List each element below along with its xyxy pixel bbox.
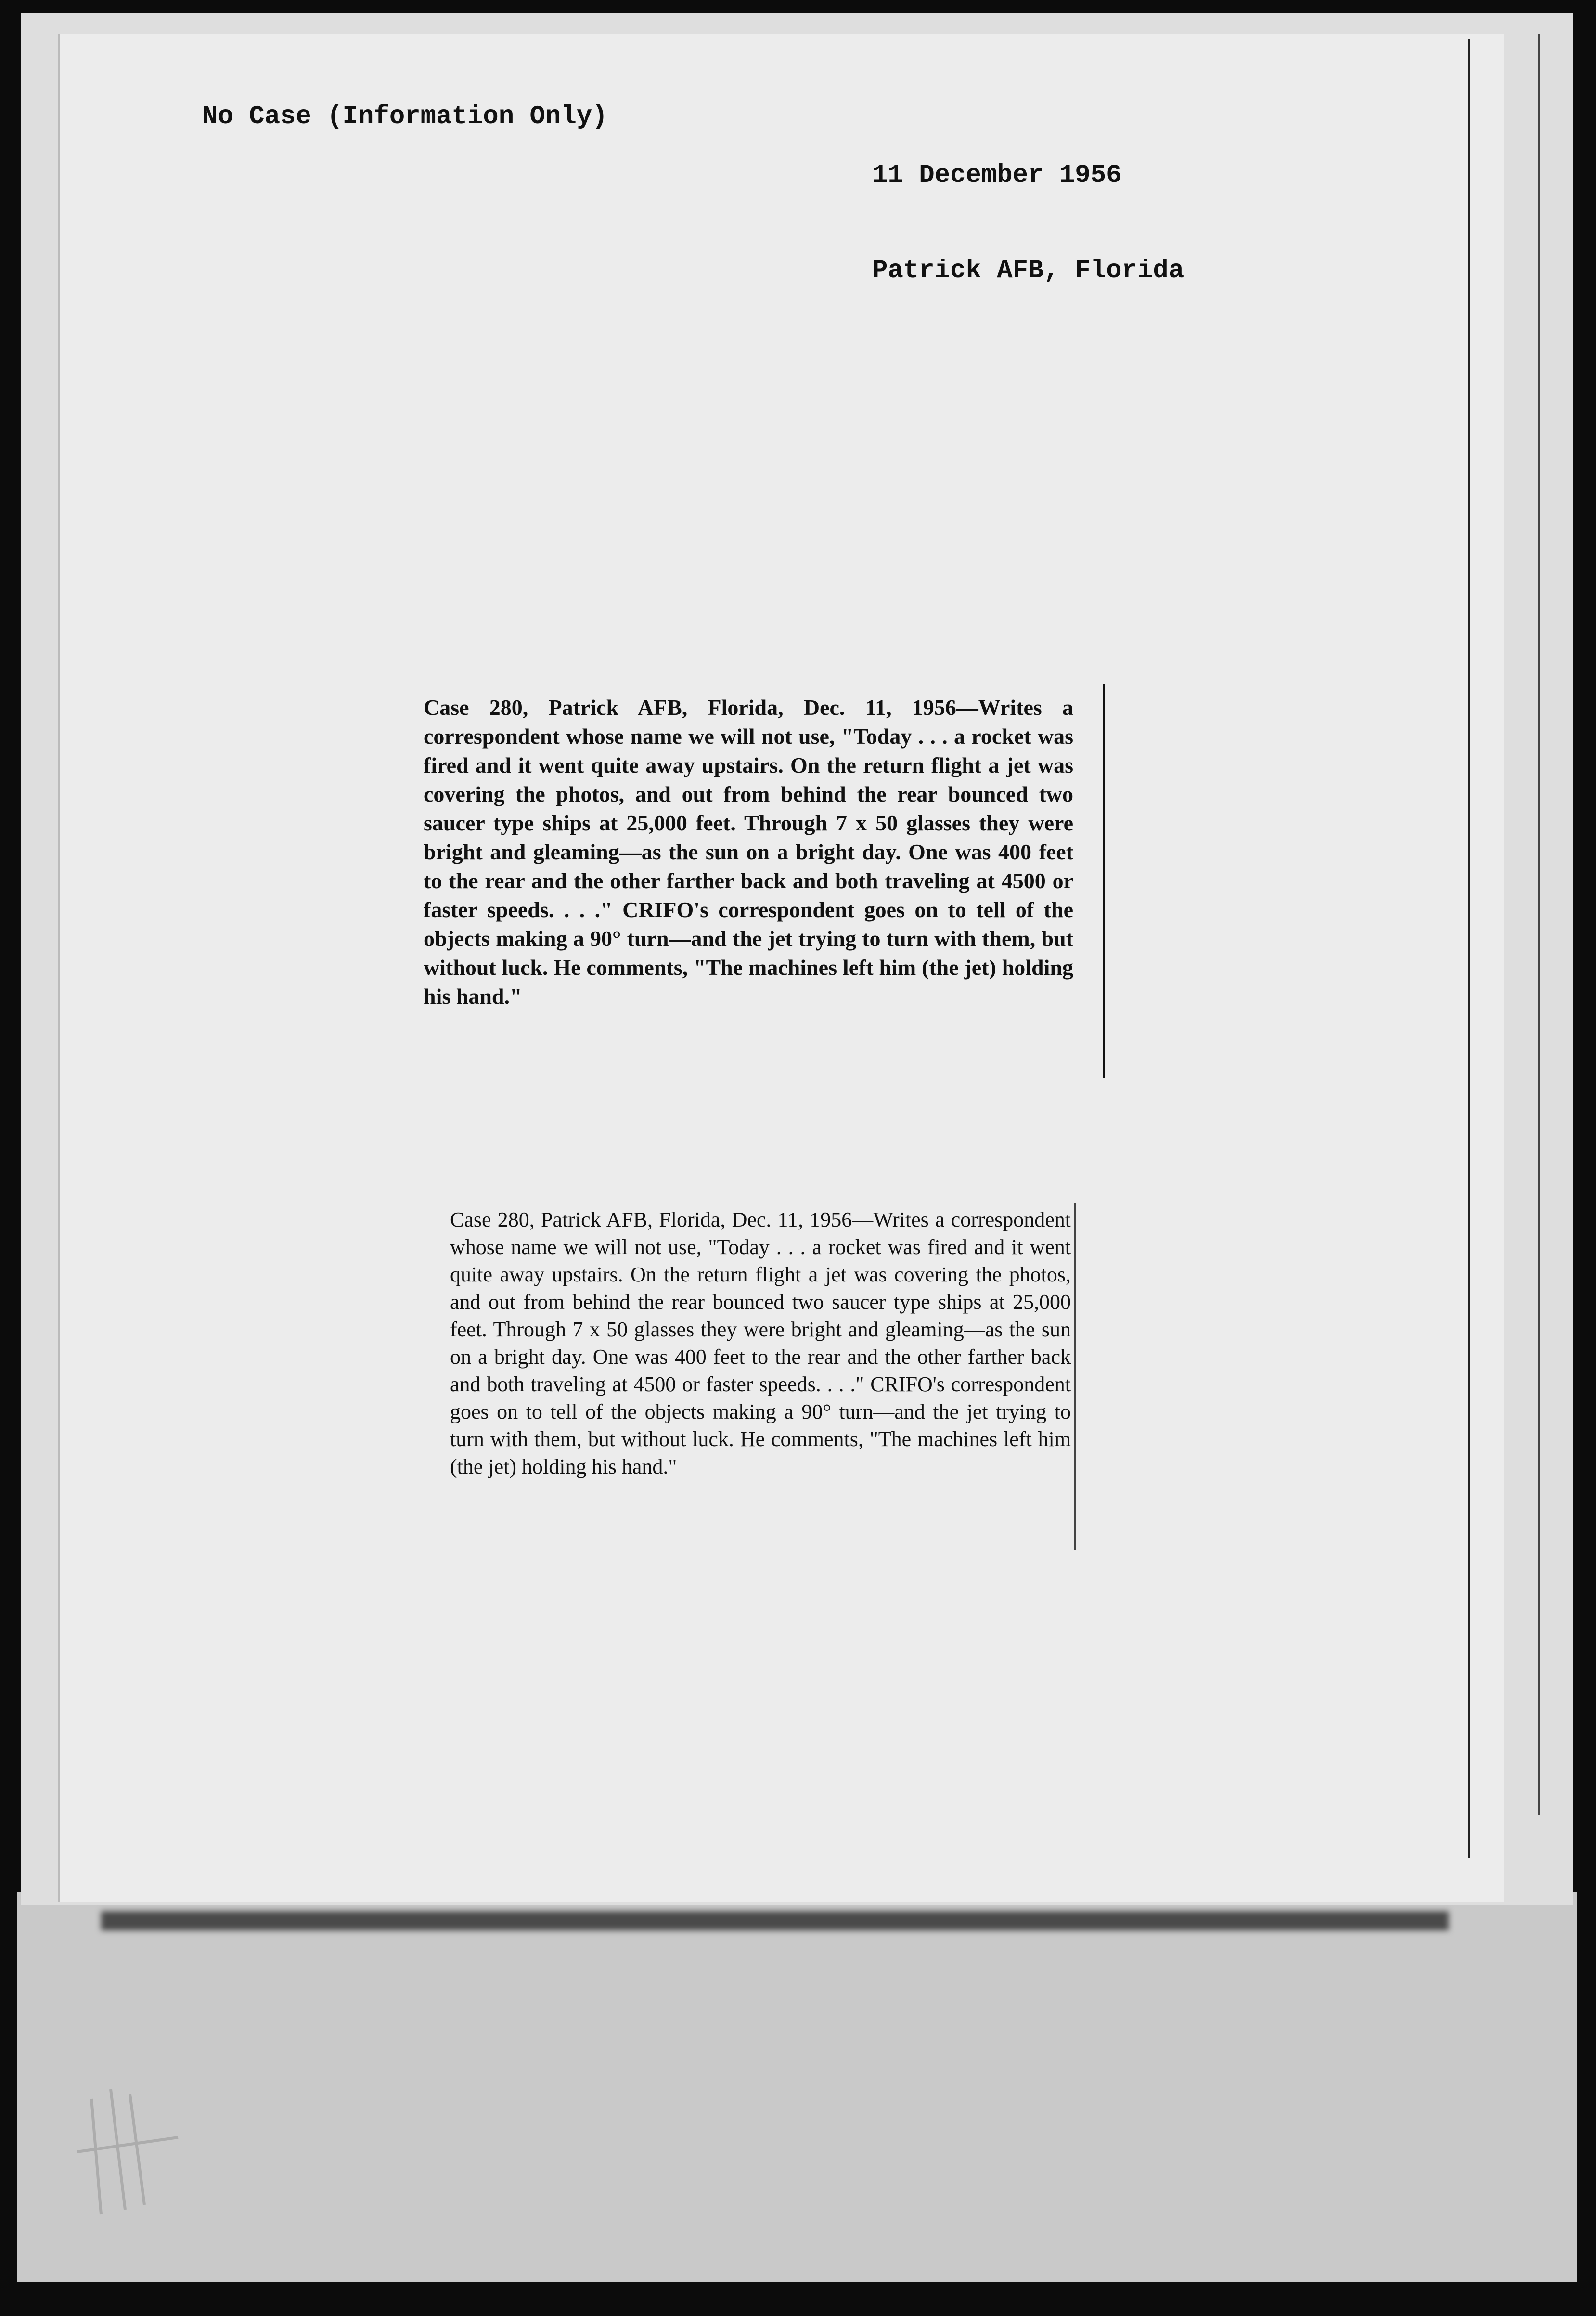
- case-status-line: No Case (Information Only): [202, 102, 608, 131]
- page-edge-rule: [1468, 39, 1470, 1858]
- under-sheet: [17, 1892, 1577, 2282]
- case-location: Patrick AFB, Florida: [872, 256, 1184, 285]
- page-edge-rule-outer: [1538, 34, 1540, 1815]
- newspaper-clipping-clean: [450, 1206, 1071, 1480]
- date-location-block: [872, 96, 1184, 350]
- clipping-original-text: Case 280, Patrick AFB, Florida, Dec. 11, 1956—Writes a correspondent whose name we will not use, "Today . . . a rocket was fired and it went quite away upstairs. On the return flight a jet was covering the photos, and out from behind the rear bounced two saucer type ships at 25,000 feet. Through 7 x 50 glasses they were bright and gleaming—as the sun on a bright day. One was 400 feet to the rear and the other farther back and both traveling at 4500 or faster speeds. . . ." CRIFO's correspondent goes on to tell of the objects making a 90° turn—and the jet trying to turn with them, but without luck. He comments, "The machines left him (the jet) holding his hand.": [424, 695, 1073, 1009]
- handwritten-scribble: [72, 2080, 188, 2224]
- clipping-original-rule: [1103, 684, 1105, 1078]
- clipping-clean-rule: [1074, 1203, 1076, 1550]
- clipping-clean-text: Case 280, Patrick AFB, Florida, Dec. 11, 1956—Writes a correspondent whose name we will not use, "Today . . . a rocket was fired and it went quite away upstairs. On the return flight a jet was covering the photos, and out from behind the rear bounced two saucer type ships at 25,000 feet. Through 7 x 50 glasses they were bright and gleaming—as the sun on a bright day. One was 400 feet to the rear and the other farther back and both traveling at 4500 or faster speeds. . . ." CRIFO's correspondent goes on to tell of the objects making a 90° turn—and the jet trying to turn with them, but without luck. He comments, "The machines left him (the jet) holding his hand.": [450, 1208, 1071, 1478]
- newspaper-clipping-original: [424, 693, 1073, 1011]
- sheet-shadow: [101, 1911, 1449, 1930]
- case-date: 11 December 1956: [872, 161, 1122, 190]
